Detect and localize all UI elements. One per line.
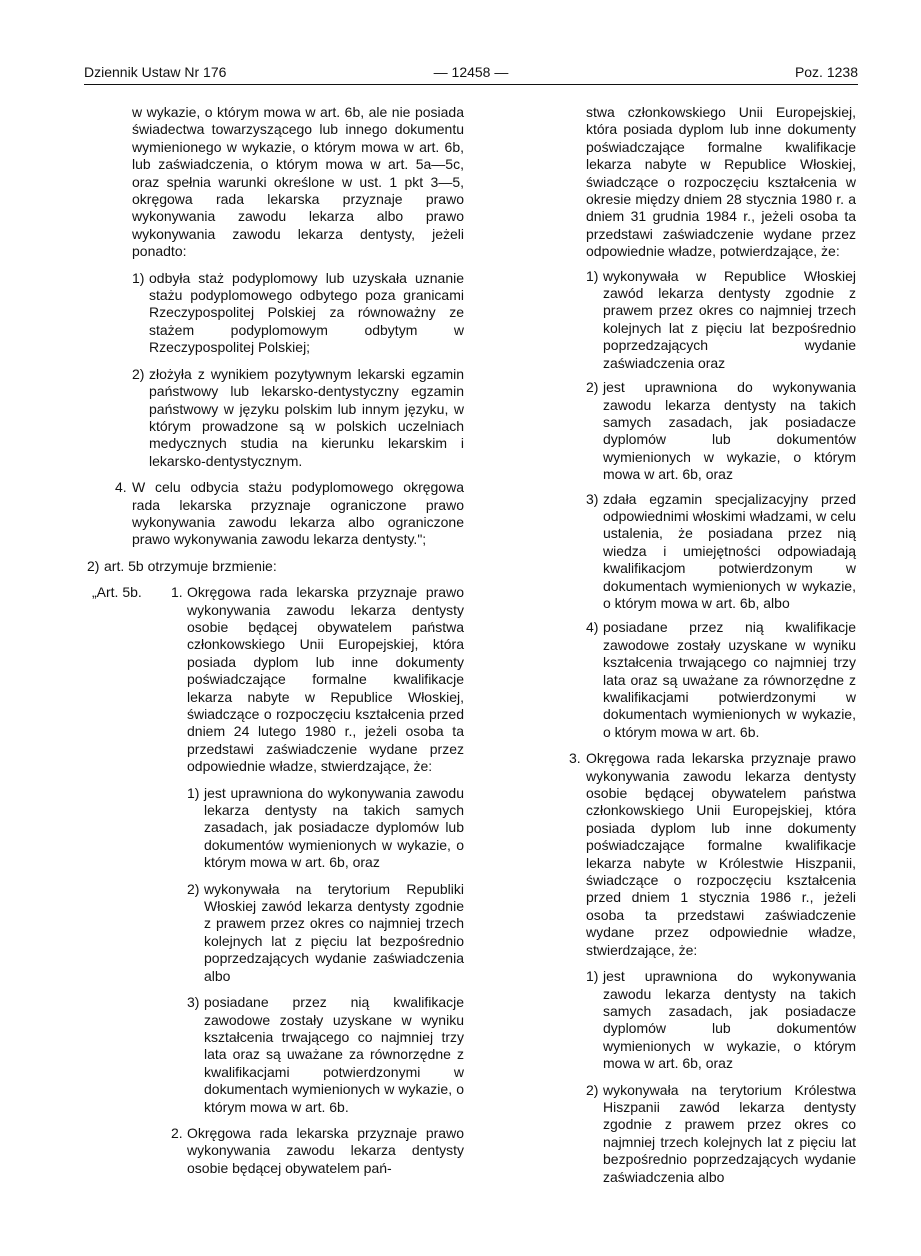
- right-column: [566, 104, 856, 1186]
- point-number: 4): [586, 619, 599, 636]
- point-number: 2): [586, 1081, 599, 1098]
- page-number: — 12458 —: [433, 64, 509, 80]
- amendment-text: art. 5b otrzymuje brzmienie:: [104, 557, 277, 574]
- condition-item: [132, 269, 464, 357]
- item-text: złożyła z wynikiem pozytywnym lekarski egzamin państwowy lub lekarsko-dentystyczny egzamin państwowy w języku polskim lub innym języku, w którym prowadzone są w polskich uczelniach medycznych studia na kierunku lekarskim i lekarsko-dentystycznym.: [149, 365, 464, 469]
- point-number: 2): [586, 379, 599, 396]
- item-number: 1): [132, 269, 145, 286]
- amendment-point: [87, 557, 464, 575]
- amendment-number: 2): [87, 557, 100, 574]
- item-number: 2): [132, 365, 145, 382]
- point-number: 2): [187, 880, 200, 897]
- article-5b-ust-2: [171, 1124, 464, 1177]
- left-column: [84, 104, 464, 1177]
- article-5b-ust-1: [92, 584, 464, 775]
- point-number: 1): [187, 784, 200, 801]
- article-5b-ust-3: [569, 750, 856, 959]
- ust2-continuation: stwa członkowskiego Unii Europejskiej, która posiada dyplom lub inne dokumenty poświadczające formalne kwalifikacje lekarza nabyte w Republice Włoskiej, świadczące o rozpoczęciu kształcenia w okresie między dniem 28 stycznia 1980 r. a dniem 31 grudnia 1984 r., jeżeli osoba ta przedstawi zaświadczenie wydane przez odpowiednie władze, potwierdzające, że:: [586, 104, 856, 260]
- paragraph-4: [115, 479, 464, 549]
- point-text: wykonywała na terytorium Republiki Włoskiej zawód lekarza dentysty zgodnie z prawem przez okres co najmniej trzech kolejnych lat z pięciu lat bezpośrednio poprzedzających wydanie zaświadczenia albo: [204, 880, 464, 984]
- paragraph-text: W celu odbycia stażu podyplomowego okręgowa rada lekarska przyznaje ograniczone prawo wykonywania zawodu lekarza albo ograniczone prawo wykonywania zawodu lekarza dentysty.";: [132, 479, 464, 548]
- paragraph-number: 4.: [115, 479, 127, 496]
- point-text: wykonywała w Republice Włoskiej zawód lekarza dentysty zgodnie z prawem przez okres co najmniej trzech kolejnych lat z pięciu lat bezpośrednio poprzedzających wydanie zaświadczenia oraz: [603, 267, 856, 371]
- point-number: 3): [187, 994, 200, 1011]
- item-text: odbyła staż podyplomowy lub uzyskała uznanie stażu podyplomowego odbytego poza granicami Rzeczypospolitej Polskiej za równoważny ze stażem podyplomowym odbytym w Rzeczypospolitej Polskiej;: [149, 269, 464, 356]
- ust1-point: [187, 994, 464, 1116]
- ust-number: 1.: [171, 584, 183, 601]
- ust-text: Okręgowa rada lekarska przyznaje prawo wykonywania zawodu lekarza dentysty osobie będącej obywatelem pań-: [187, 1124, 464, 1176]
- condition-item: [132, 365, 464, 470]
- ust3-point: [586, 968, 856, 1072]
- page-header: [84, 64, 858, 86]
- position-number: Poz. 1238: [794, 64, 858, 80]
- ust2-point: [586, 267, 856, 372]
- ust-text: Okręgowa rada lekarska przyznaje prawo wykonywania zawodu lekarza dentysty osobie będącej obywatelem państwa członkowskiego Unii Europejskiej, która posiada dyplom lub inne dokumenty poświadczające formalne kwalifikacje lekarza nabyte w Republice Włoskiej, świadczące o rozpoczęciu kształcenia przed dniem 24 lutego 1980 r., jeżeli osoba ta przedstawi zaświadczenie wydane przez odpowiednie władze, stwierdzające, że:: [187, 584, 464, 775]
- point-text: wykonywała na terytorium Królestwa Hiszpanii zawód lekarza dentysty zgodnie z prawem przez okres co najmniej trzech kolejnych lat z pięciu lat bezpośrednio poprzedzających wydanie zaświadczenia albo: [603, 1081, 856, 1185]
- point-text: jest uprawniona do wykonywania zawodu lekarza dentysty na takich samych zasadach, jak posiadacze dyplomów lub dokumentów wymienionych w wykazie, o którym mowa w art. 6b, oraz: [204, 784, 464, 871]
- point-text: jest uprawniona do wykonywania zawodu lekarza dentysty na takich samych zasadach, jak posiadacze dyplomów lub dokumentów wymienionych w wykazie, o którym mowa w art. 6b, oraz: [603, 379, 856, 483]
- ust-text: Okręgowa rada lekarska przyznaje prawo wykonywania zawodu lekarza dentysty osobie będącej obywatelem państwa członkowskiego Unii Europejskiej, która posiada dyplom lub inne dokumenty poświadczające formalne kwalifikacje lekarza nabyte w Królestwie Hiszpanii, świadczące o rozpoczęciu kształcenia przed dniem 1 stycznia 1986 r., jeżeli osoba ta przedstawi zaświadczenie wydane przez odpowiednie władze, stwierdzające, że:: [586, 750, 856, 958]
- ust1-point: [187, 784, 464, 872]
- header-divider: [84, 84, 858, 85]
- ust2-point: [586, 490, 856, 613]
- point-text: posiadane przez nią kwalifikacje zawodowe zostały uzyskane w wyniku kształcenia trwającego co najmniej trzy lata oraz są uważane za równorzędne z kwalifikacjami potwierdzonymi w dokumentach wymienionych w wykazie, o którym mowa w art. 6b.: [603, 619, 856, 740]
- ust-number: 2.: [171, 1124, 183, 1141]
- intro-paragraph: w wykazie, o którym mowa w art. 6b, ale nie posiada świadectwa towarzyszącego lub innego dokumentu wymienionego w wykazie, o którym mowa w art. 6b, lub zaświadczenia, o którym mowa w art. 5a—5c, oraz spełnia warunki określone w ust. 1 pkt 3—5, okręgowa rada lekarska przyznaje prawo wykonywania zawodu lekarza albo prawo wykonywania zawodu lekarza dentysty, jeżeli ponadto:: [132, 104, 464, 260]
- point-number: 3): [586, 490, 599, 507]
- ust2-point: [586, 619, 856, 741]
- point-number: 1): [586, 267, 599, 284]
- point-number: 1): [586, 968, 599, 985]
- ust1-point: [187, 880, 464, 985]
- point-text: posiadane przez nią kwalifikacje zawodowe zostały uzyskane w wyniku kształcenia trwającego co najmniej trzy lata oraz są uważane za równorzędne z kwalifikacjami potwierdzonymi w dokumentach wymienionych w wykazie, o którym mowa w art. 6b.: [204, 994, 464, 1115]
- ust-number: 3.: [569, 750, 581, 767]
- journal-title: Dziennik Ustaw Nr 176: [84, 64, 227, 80]
- article-label: „Art. 5b.: [92, 584, 142, 601]
- ust2-point: [586, 379, 856, 483]
- ust3-point: [586, 1081, 856, 1186]
- point-text: zdała egzamin specjalizacyjny przed odpowiednimi włoskimi władzami, w celu ustalenia, że posiadana przez nią wiedza i umiejętności odpowiadają kwalifikacjom potwierdzonym w dokumentach wymienionych w wykazie, o którym mowa w art. 6b, albo: [603, 490, 856, 611]
- point-text: jest uprawniona do wykonywania zawodu lekarza dentysty na takich samych zasadach, jak posiadacze dyplomów lub dokumentów wymienionych w wykazie, o którym mowa w art. 6b, oraz: [603, 968, 856, 1072]
